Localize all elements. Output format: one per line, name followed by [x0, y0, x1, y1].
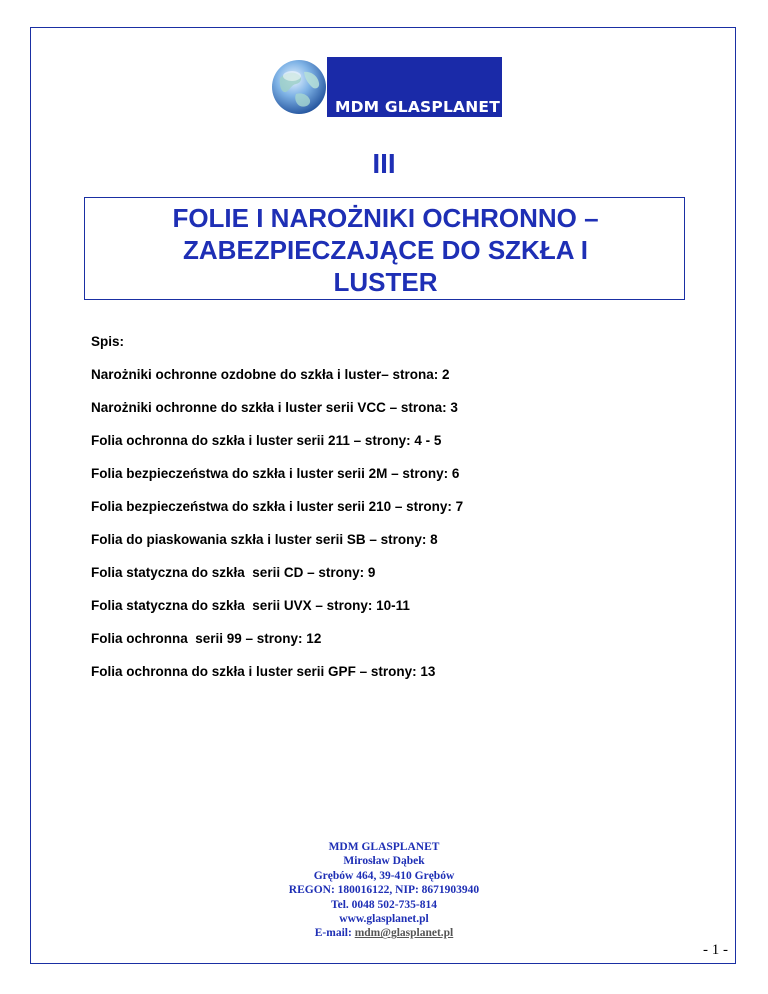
toc-item: Folia statyczna do szkła serii UVX – strony: 10-11 — [91, 598, 410, 613]
toc-item: Folia ochronna serii 99 – strony: 12 — [91, 631, 322, 646]
company-footer — [0, 840, 768, 941]
toc-item: Folia bezpieczeństwa do szkła i luster serii 2M – strony: 6 — [91, 466, 460, 481]
footer-email — [0, 926, 768, 940]
footer-website: www.glasplanet.pl — [339, 913, 429, 926]
section-number: III — [372, 148, 396, 179]
toc-item: Folia do piaskowania szkła i luster serii SB – strony: 8 — [91, 532, 438, 547]
toc-item: Folia bezpieczeństwa do szkła i luster serii 210 – strony: 7 — [91, 499, 464, 514]
toc-item: Folia ochronna do szkła i luster serii 211 – strony: 4 - 5 — [91, 433, 442, 448]
page-number: - 1 - — [703, 942, 728, 958]
company-logo — [266, 57, 502, 117]
toc-item: Folia statyczna do szkła serii CD – strony: 9 — [91, 565, 376, 580]
title-box — [84, 197, 685, 300]
footer-phone: Tel. 0048 502-735-814 — [331, 898, 437, 911]
title-line-3: LUSTER — [333, 267, 438, 297]
title-line-1: FOLIE I NAROŻNIKI OCHRONNO – — [172, 203, 599, 233]
toc-heading: Spis: — [91, 334, 125, 349]
footer-address: Grębów 464, 39-410 Grębów — [313, 869, 455, 882]
toc-item: Folia ochronna do szkła i luster serii GPF – strony: 13 — [91, 664, 436, 679]
globe-icon — [266, 58, 332, 116]
footer-registry: REGON: 180016122, NIP: 8671903940 — [288, 884, 480, 897]
footer-email-label: E-mail: — [314, 927, 355, 940]
footer-company: MDM GLASPLANET — [328, 841, 440, 853]
logo-text: MDM GLASPLANET — [334, 98, 500, 116]
footer-email-link[interactable]: mdm@glasplanet.pl — [354, 927, 454, 940]
title-line-2: ZABEZPIECZAJĄCE DO SZKŁA I — [183, 235, 588, 265]
toc-item: Narożniki ochronne ozdobne do szkła i luster– strona: 2 — [91, 367, 450, 382]
toc-item: Narożniki ochronne do szkła i luster serii VCC – strona: 3 — [91, 400, 458, 415]
footer-person: Mirosław Dąbek — [343, 855, 425, 868]
